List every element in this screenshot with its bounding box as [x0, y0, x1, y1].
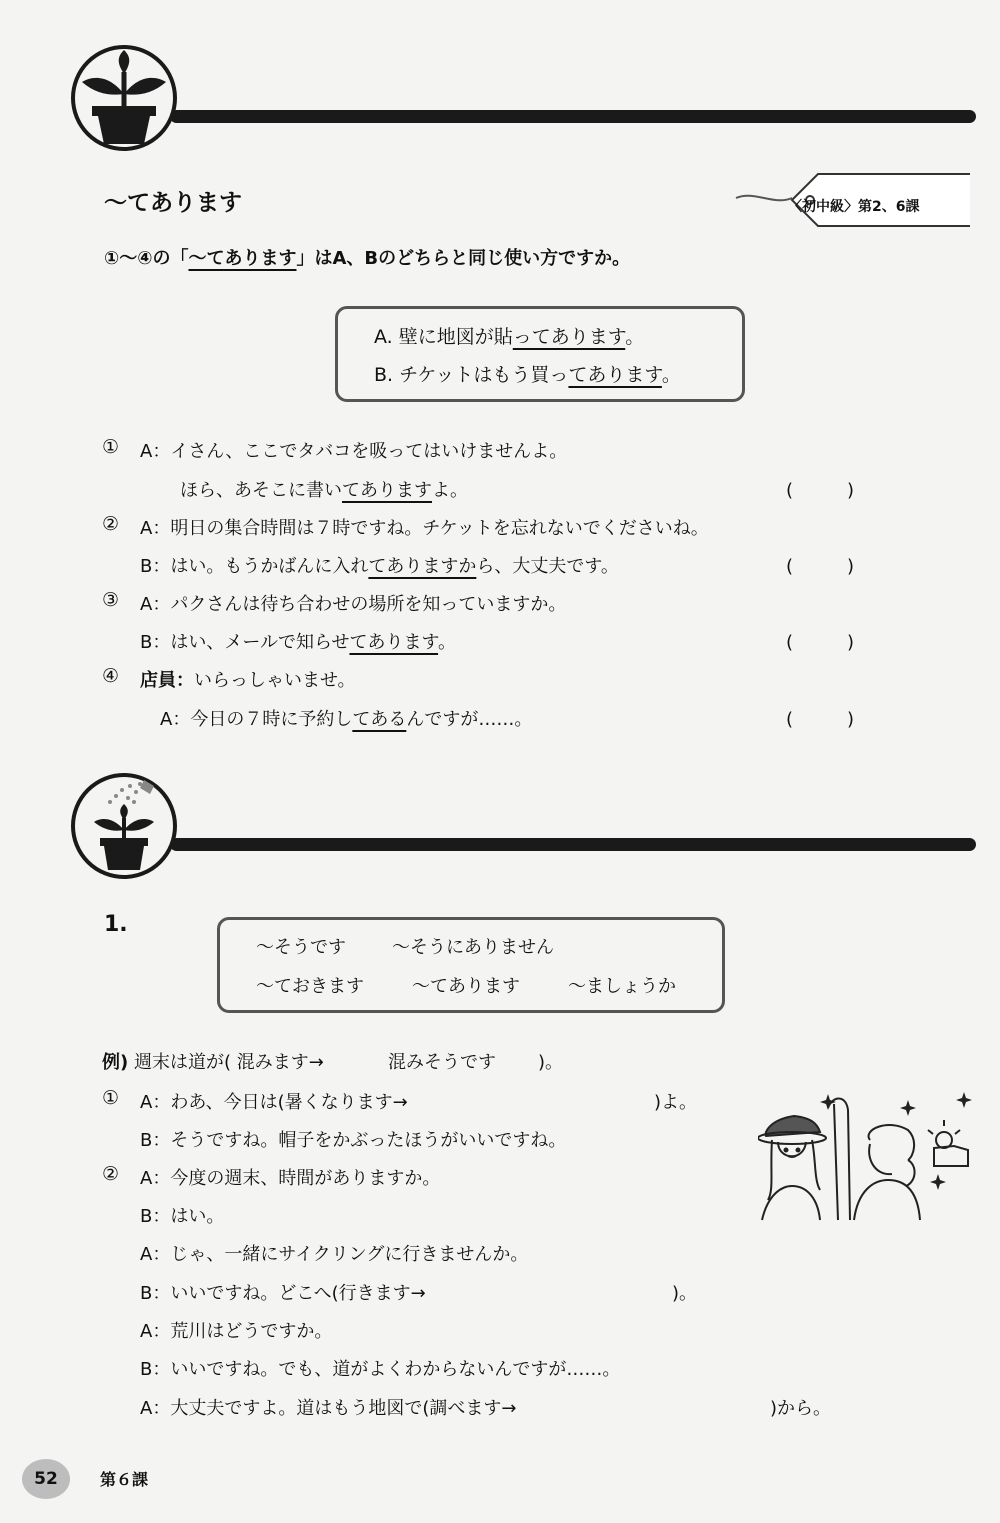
example-sentence: 例) 週末は道が( 混みます→ [102, 1052, 324, 1073]
grammar-title: ～てあります [104, 190, 242, 216]
example-answer: 混みそうです [388, 1052, 496, 1073]
example-close: )。 [538, 1052, 564, 1073]
item-1-number: ① [102, 436, 120, 458]
q2-line-3: A：じゃ、一緒にサイクリングに行きませんか。 [140, 1244, 529, 1265]
choice-4: ～てあります [412, 976, 520, 997]
item-3-line-2: B：はい、メールで知らせてあります。 [140, 632, 457, 653]
q2-number: ② [102, 1163, 120, 1185]
item-4-line-2: A：今日の７時に予約してあるんですが……。 [160, 709, 533, 730]
example-a: A. 壁に地図が貼ってあります。 [374, 326, 645, 348]
page-number: 52 [22, 1459, 70, 1499]
people-sun-illustration [758, 1090, 974, 1226]
watering-plant-icon [70, 772, 178, 880]
q1-number: ① [102, 1087, 120, 1109]
header-rule [170, 110, 976, 123]
item-1-line-2: ほら、あそこに書いてありますよ。 [180, 480, 468, 501]
tag-text: 〈初中級〉第2、6課 [788, 199, 920, 215]
plant-icon [70, 44, 178, 152]
q2-line-4: B：いいですね。どこへ(行きます→ [140, 1283, 426, 1304]
item-3-line-1: A：パクさんは待ち合わせの場所を知っていますか。 [140, 594, 567, 615]
item-4-answer[interactable]: ( ) [786, 709, 855, 730]
choice-3: ～ておきます [256, 976, 364, 997]
item-3-answer[interactable]: ( ) [786, 632, 855, 653]
item-1-answer[interactable]: ( ) [786, 480, 855, 501]
choice-5: ～ましょうか [568, 976, 676, 997]
section-number: 1. [104, 912, 128, 937]
item-2-answer[interactable]: ( ) [786, 556, 855, 577]
q1-line-b: B：そうですね。帽子をかぶったほうがいいですね。 [140, 1130, 567, 1151]
choices-box [217, 917, 725, 1013]
q2-line-4-close: )。 [672, 1283, 698, 1304]
example-box [335, 306, 745, 402]
question: ①～④の「～てあります」はA、Bのどちらと同じ使い方ですか。 [104, 248, 631, 269]
q2-line-2: B：はい。 [140, 1206, 225, 1227]
item-1-line-1: A：イさん、ここでタバコを吸ってはいけませんよ。 [140, 441, 568, 462]
item-4-line-1: 店員：いらっしゃいませ。 [140, 670, 356, 691]
q2-line-7: A：大丈夫ですよ。道はもう地図で(調べます→ [140, 1398, 517, 1419]
q1-line-a: A：わあ、今日は(暑くなります→ [140, 1092, 408, 1113]
item-2-line-1: A：明日の集合時間は７時ですね。チケットを忘れないでくださいね。 [140, 518, 709, 539]
q2-line-6: B：いいですね。でも、道がよくわからないんですが……。 [140, 1359, 621, 1380]
choice-2: ～そうにありません [392, 937, 554, 958]
q2-line-7-close: )から。 [770, 1398, 832, 1419]
item-2-number: ② [102, 513, 120, 535]
q2-line-1: A：今度の週末、時間がありますか。 [140, 1168, 441, 1189]
q2-line-5: A：荒川はどうですか。 [140, 1321, 333, 1342]
section-2-rule [170, 838, 976, 851]
item-2-line-2: B：はい。もうかばんに入れてありますから、大丈夫です。 [140, 556, 619, 577]
item-4-number: ④ [102, 665, 120, 687]
q1-line-a-close: )よ。 [654, 1092, 698, 1113]
lesson-label: 第６課 [100, 1470, 149, 1489]
choice-1: ～そうです [256, 937, 346, 958]
example-b: B. チケットはもう買ってあります。 [374, 364, 681, 386]
item-3-number: ③ [102, 589, 120, 611]
